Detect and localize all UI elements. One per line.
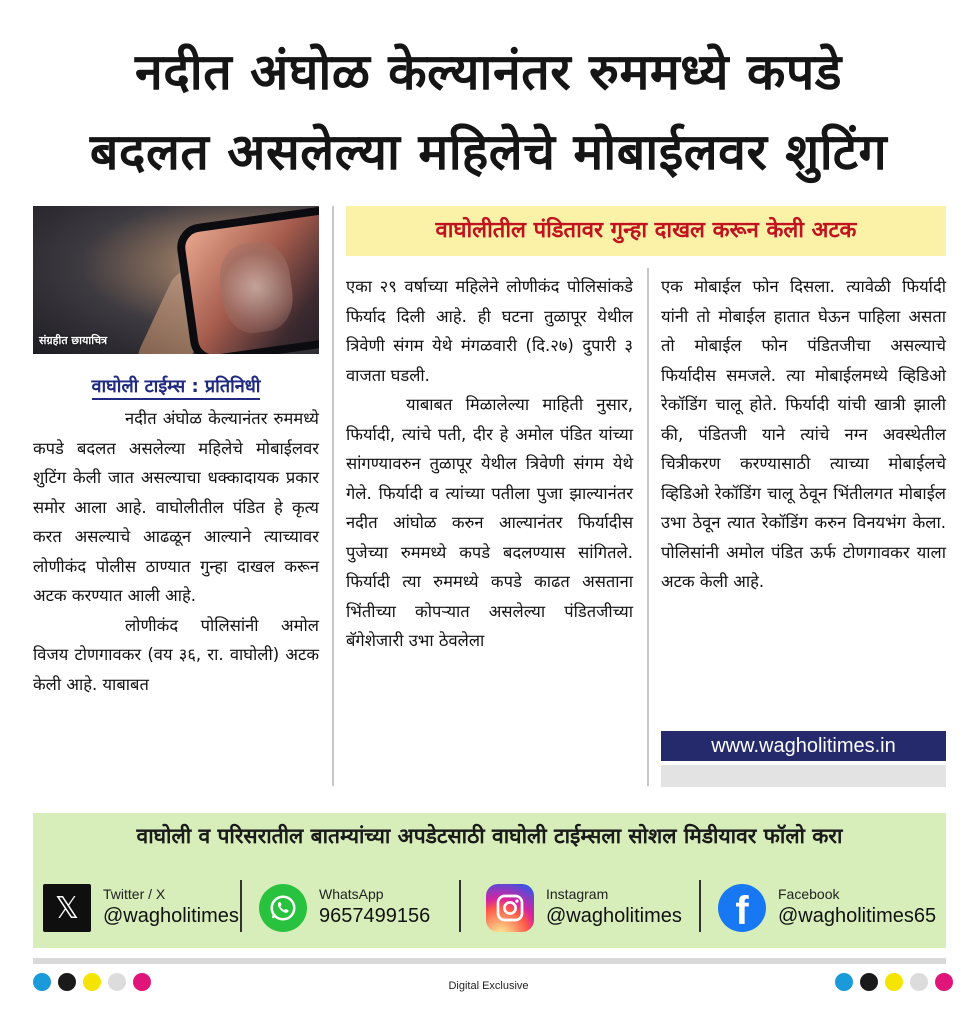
article-photo <box>33 206 319 354</box>
footer-label: Digital Exclusive <box>448 980 529 992</box>
social-separator <box>240 880 242 932</box>
social-handle: @wagholitimes <box>546 905 682 927</box>
social-platform-label: Instagram <box>546 886 609 902</box>
article-column-3 <box>661 272 946 597</box>
follow-banner-title: वाघोली व परिसरातील बातम्यांच्या अपडेटसाठी वाघोली टाईम्सला सोशल मिडीयावर फॉलो करा <box>136 824 843 848</box>
photo-phone-screen <box>215 238 297 337</box>
article-column-1 <box>33 404 319 699</box>
social-platform-label: Facebook <box>778 886 840 902</box>
social-separator <box>699 880 701 932</box>
registration-dot <box>910 973 928 991</box>
social-platform-label: Twitter / X <box>103 886 166 902</box>
social-separator <box>459 880 461 932</box>
article-paragraph: लोणीकंद पोलिसांनी अमोल विजय टोणगावकर (वय ३६, रा. वाघोली) अटक केली आहे. याबाबत <box>33 615 319 694</box>
website-underbar <box>661 765 946 787</box>
column-divider <box>332 206 334 786</box>
facebook-icon: f <box>718 884 766 932</box>
bottom-rule <box>33 958 946 964</box>
article-paragraph: एका २९ वर्षाच्या महिलेने लोणीकंद पोलिसांकडे फिर्याद दिली आहे. ही घटना तुळापूर येथील त्रिवेणी संगम येथे मंगळवारी (दि.२७) दुपारी ३ वाजता घडली. <box>346 277 633 385</box>
whatsapp-icon <box>259 884 307 932</box>
social-platform-label: WhatsApp <box>319 886 384 902</box>
registration-dots-right <box>835 973 953 995</box>
registration-dot <box>935 973 953 991</box>
article-paragraph: याबाबत मिळालेल्या माहिती नुसार, फिर्यादी, त्यांचे पती, दीर हे अमोल पंडित यांच्या सांगण्यावरुन तुळापूर येथील त्रिवेणी संगम येथे गेले. फिर्यादी व त्यांच्या पतीला पुजा झाल्यानंतर नदीत आंघोळ करुन आल्यानंतर फिर्यादीस पुजेच्या रुममध्ये कपडे बदलण्यास सांगितले. फिर्यादी त्या रुममध्ये कपडे काढत असताना भिंतीच्या कोपऱ्यात असलेल्या पंडितजीच्या बॅगेशेजारी उभा ठेवलेला <box>346 395 633 650</box>
social-handle: 9657499156 <box>319 905 431 927</box>
column-divider <box>647 268 649 786</box>
headline-line-1: नदीत अंघोळ केल्यानंतर रुममध्ये कपडे <box>134 43 843 101</box>
byline-text: वाघोली टाईम्स : प्रतिनिधी <box>92 376 261 400</box>
article-paragraph: एक मोबाईल फोन दिसला. त्यावेळी फिर्यादी यांनी तो मोबाईल हातात घेऊन पाहिला असता तो मोबाईल फोन पंडितजीचा असल्याचे फिर्यादीस समजले. त्या मोबाईलमध्ये व्हिडिओ रेकॉडिंग चालू होते. फिर्यादी यांची खात्री झाली की, पंडितजी याने त्यांचे नग्न अवस्थेतील चित्रीकरण करण्यासाठी त्याच्या मोबाईलचे व्हिडिओ रेकॉडिंग चालू ठेवून भिंतीलगत मोबाईल उभा ठेवून त्यात रेकॉडिंग करुन विनयभंग केला. पोलिसांनी अमोल पंडित ऊर्फ टोणगावकर याला अटक केली आहे. <box>661 277 946 591</box>
website-link[interactable]: www.wagholitimes.in <box>661 731 946 761</box>
social-handle: @wagholitimes <box>103 905 239 927</box>
headline-line-2: बदलत असलेल्या महिलेचे मोबाईलवर शुटिंग <box>89 123 888 181</box>
registration-dot <box>885 973 903 991</box>
registration-dot <box>860 973 878 991</box>
article-column-2 <box>346 272 633 656</box>
photo-phone-shape <box>174 206 319 354</box>
photo-caption: संग्रहीत छायाचित्र <box>39 334 108 347</box>
article-paragraph: नदीत अंघोळ केल्यानंतर रुममध्ये कपडे बदलत असलेल्या महिलेचे मोबाईलवर शुटिंग केली जात असल्याचा धक्कादायक प्रकार समोर आला आहे. वाघोलीतील पंडित हे कृत्य करत असल्याचे आढळून आल्याने त्याच्यावर लोणीकंद पोलीस ठाण्यात गुन्हा दाखल करून अटक करण्यात आली आहे. <box>33 409 319 605</box>
registration-dot <box>835 973 853 991</box>
x-logo-icon: 𝕏 <box>43 884 91 932</box>
subheadline: वाघोलीतील पंडितावर गुन्हा दाखल करून केली अटक <box>346 206 946 256</box>
byline <box>33 374 319 398</box>
social-handle: @wagholitimes65 <box>778 905 937 927</box>
instagram-icon <box>486 884 534 932</box>
